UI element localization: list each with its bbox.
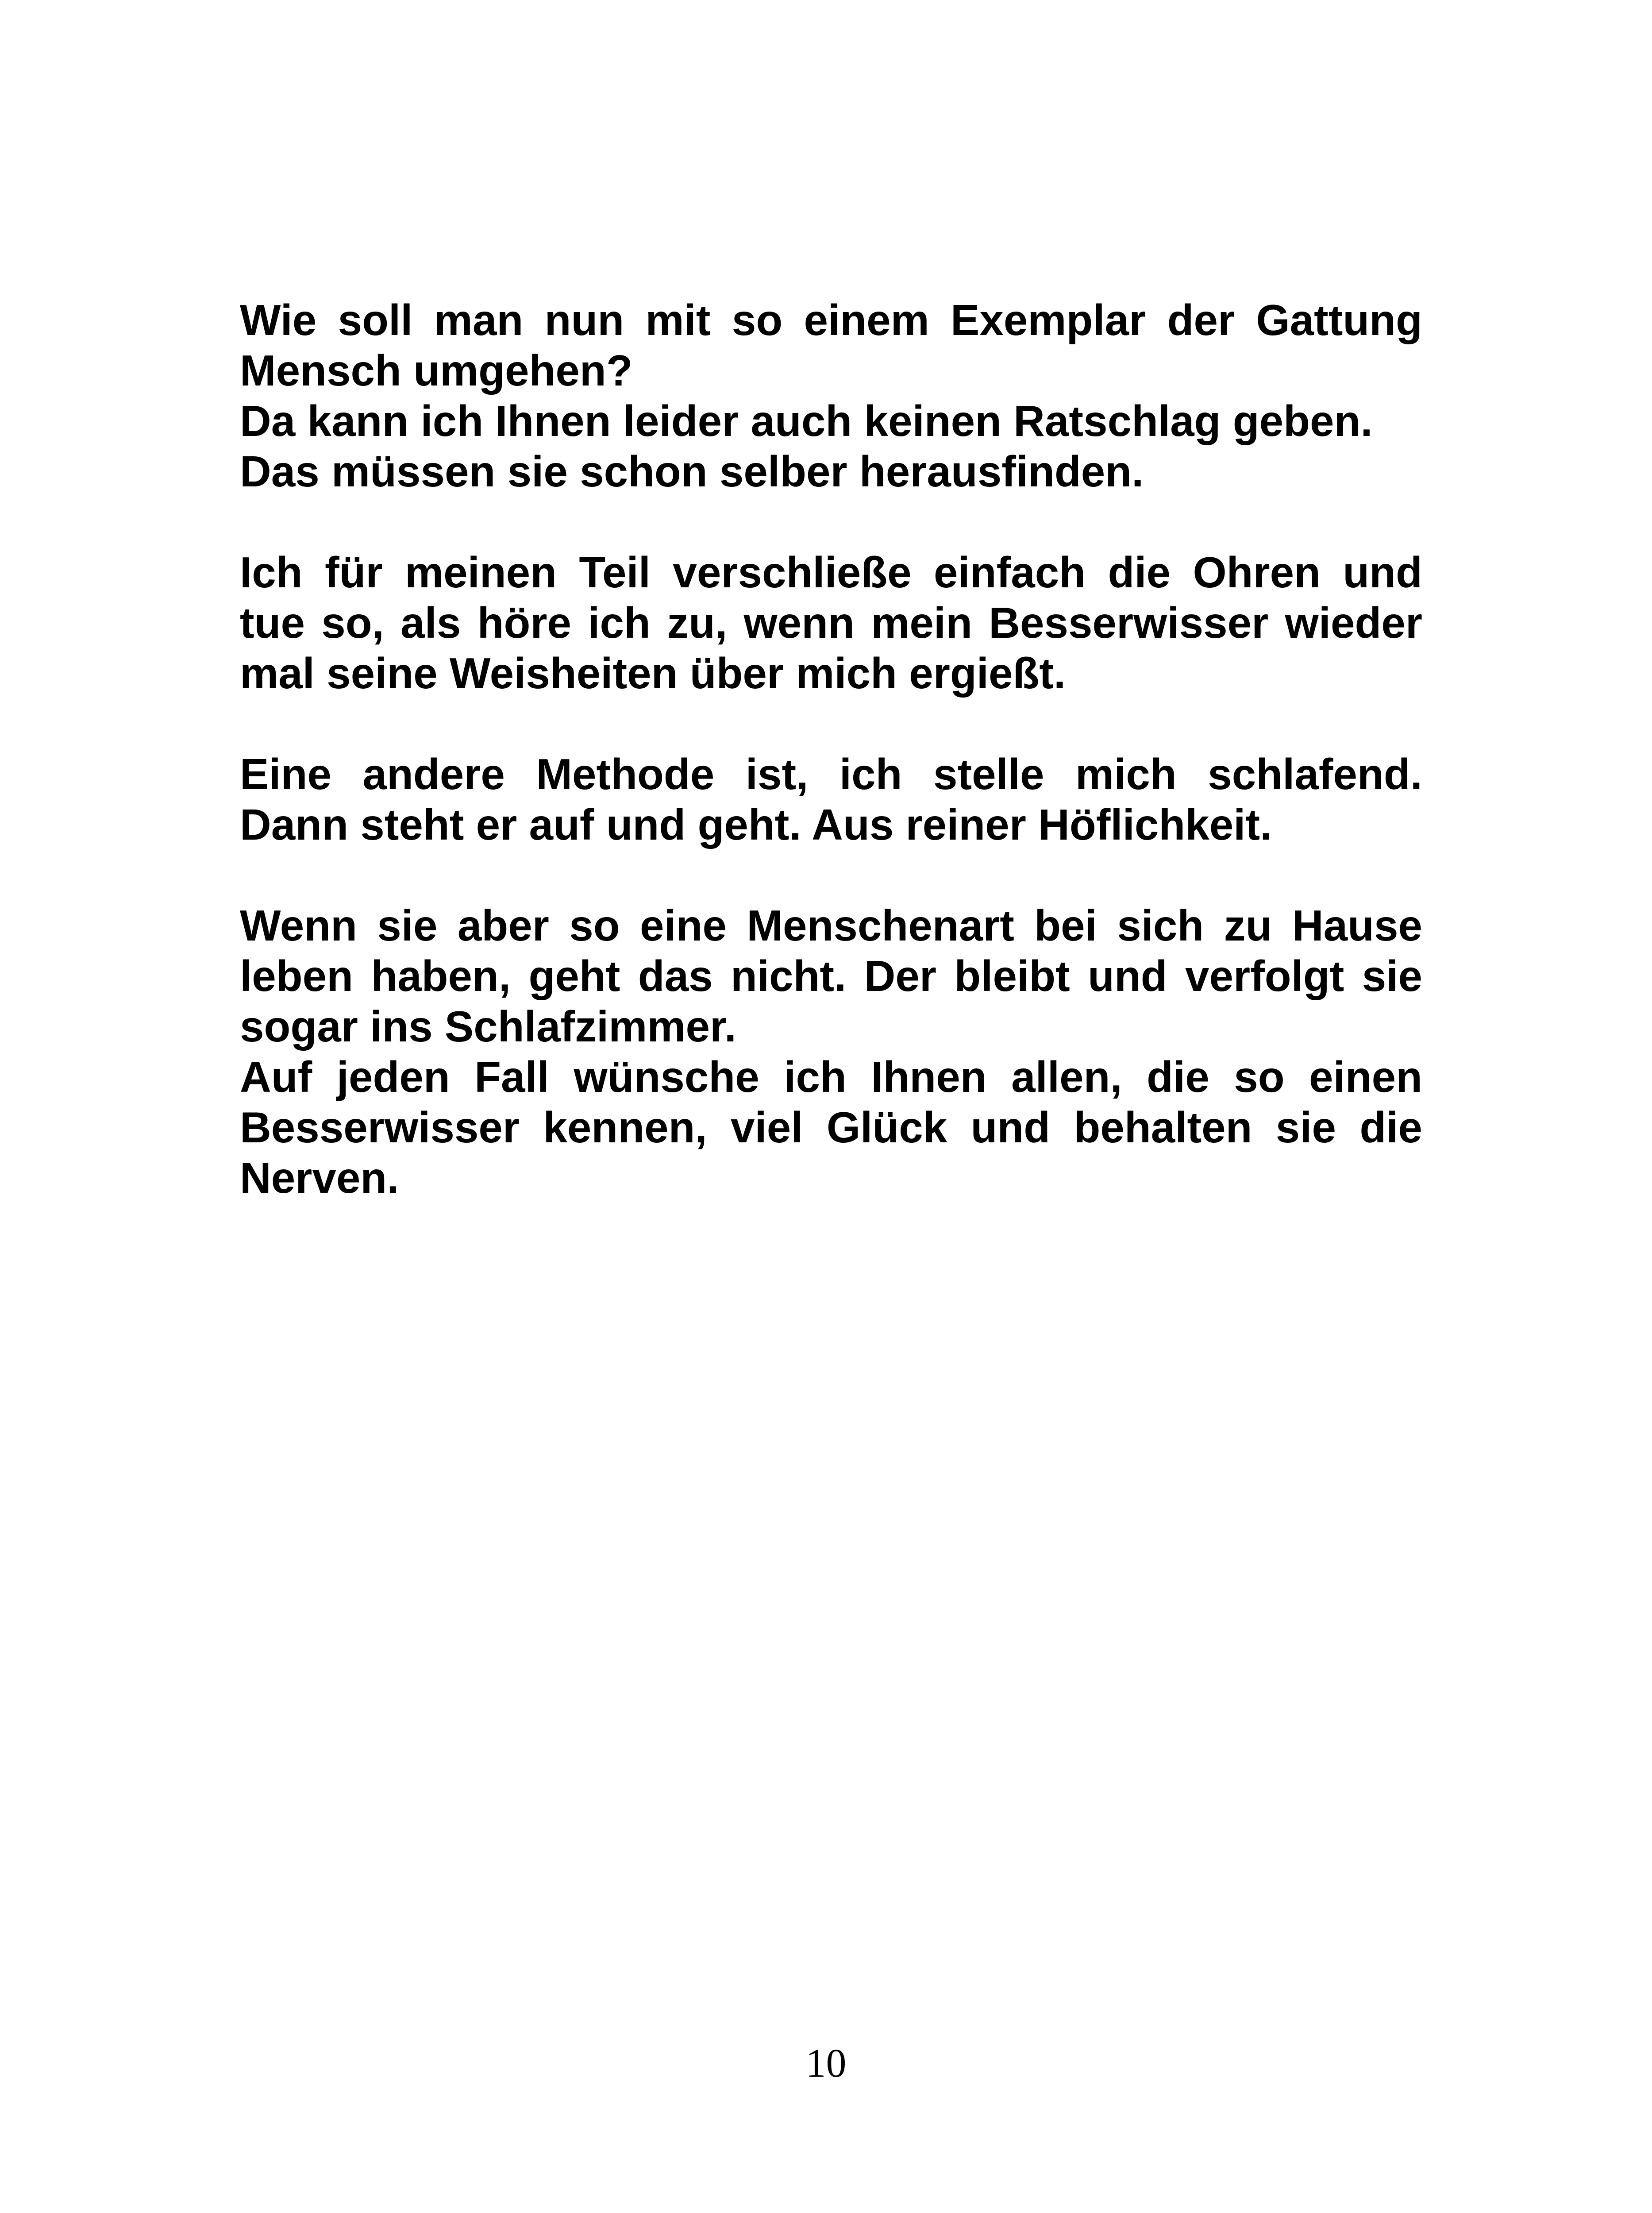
text-line: Dann steht er auf und geht. Aus reiner Höflichkeit.	[240, 800, 1272, 849]
text-line: Nerven.	[240, 1153, 399, 1202]
text-line: Auf jeden Fall wünsche ich Ihnen allen, die so einen	[240, 1053, 1422, 1101]
text-line: Wenn sie aber so eine Menschenart bei sich zu Hause	[240, 901, 1422, 950]
page-body-text	[240, 295, 1422, 1253]
text-line: tue so, als höre ich zu, wenn mein Besserwisser wieder	[240, 598, 1422, 647]
text-line: Besserwisser kennen, viel Glück und behalten sie die	[240, 1103, 1422, 1152]
text-line: Da kann ich Ihnen leider auch keinen Ratschlag geben.	[240, 397, 1373, 445]
paragraph-3	[240, 749, 1422, 850]
text-line: mal seine Weisheiten über mich ergießt.	[240, 649, 1066, 698]
text-line: Mensch umgehen?	[240, 346, 633, 395]
text-line: leben haben, geht das nicht. Der bleibt und verfolgt sie	[240, 952, 1422, 1000]
paragraph-2	[240, 547, 1422, 698]
text-line: Ich für meinen Teil verschließe einfach die Ohren und	[240, 548, 1422, 597]
text-line: sogar ins Schlafzimmer.	[240, 1002, 736, 1051]
page-number: 10	[805, 2040, 847, 2086]
text-line: Wie soll man nun mit so einem Exemplar der Gattung	[240, 296, 1422, 344]
text-line: Das müssen sie schon selber herausfinden.	[240, 447, 1144, 496]
paragraph-4	[240, 900, 1422, 1203]
text-line: Eine andere Methode ist, ich stelle mich schlafend.	[240, 750, 1422, 798]
paragraph-1	[240, 295, 1422, 497]
